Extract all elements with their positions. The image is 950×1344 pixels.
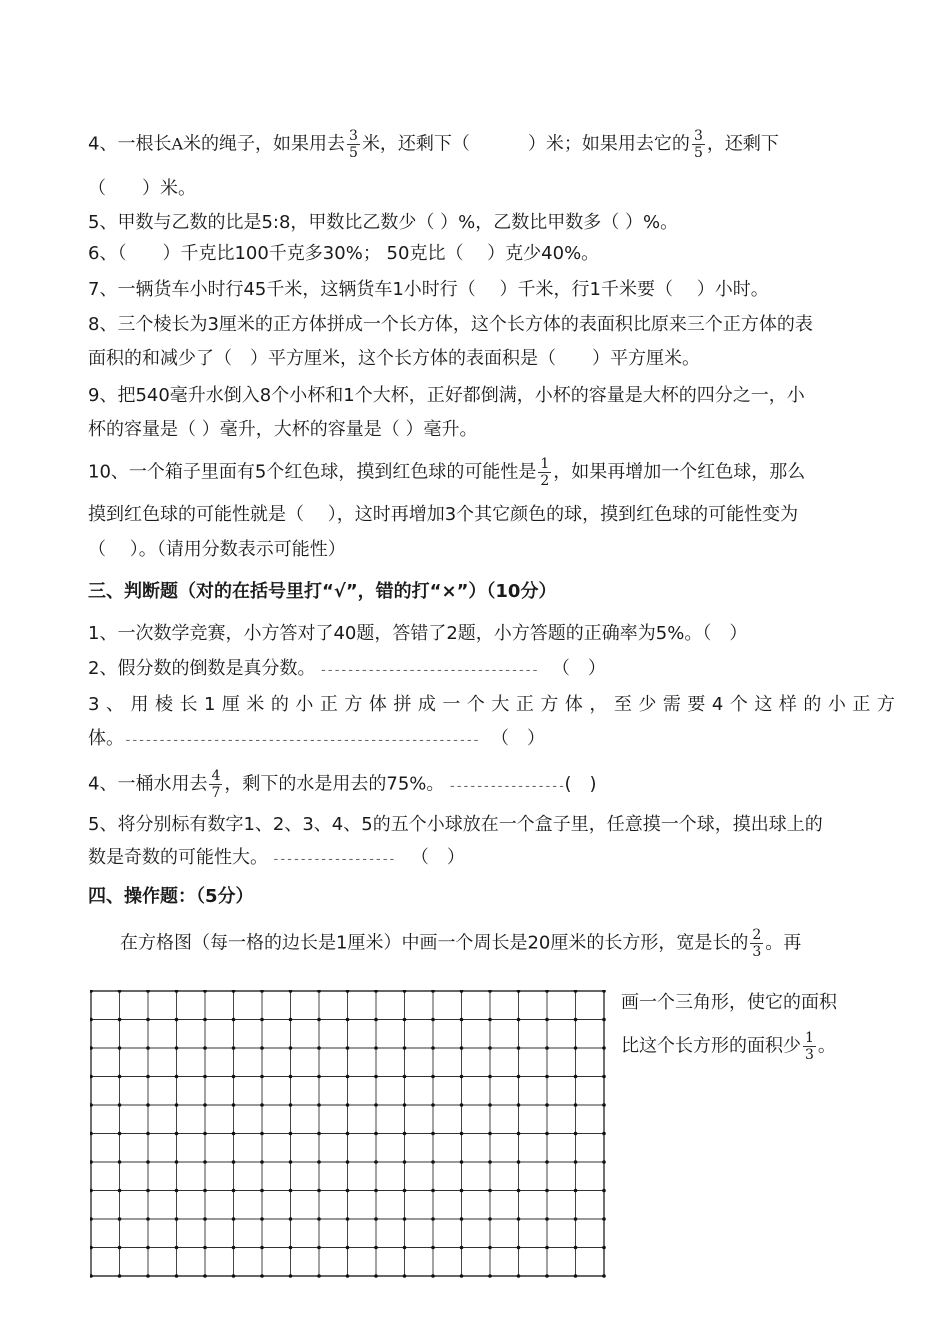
grid-dot: [517, 1132, 521, 1136]
grid-dot: [403, 1217, 407, 1221]
grid-dot: [90, 1103, 93, 1107]
instruction-text: 。: [817, 1035, 836, 1057]
grid-dot: [232, 1103, 236, 1107]
fraction: [538, 456, 551, 489]
grid-dot: [602, 1246, 606, 1250]
grid-dot: [118, 1274, 122, 1278]
grid-dot: [346, 1075, 350, 1079]
grid-dot: [431, 990, 435, 993]
grid-dot: [317, 1132, 321, 1136]
grid-dot: [146, 1018, 150, 1022]
grid-dot: [545, 1103, 549, 1107]
grid-dot: [431, 1046, 435, 1050]
grid-dot: [346, 1217, 350, 1221]
grid-dot: [517, 1160, 521, 1164]
grid-dot: [232, 1075, 236, 1079]
question-number: 6、: [88, 243, 118, 264]
grid-dot: [146, 1217, 150, 1221]
question-number: 5、: [88, 212, 118, 233]
grid-dot: [289, 1075, 293, 1079]
question-number: 7、: [88, 279, 118, 300]
grid-dot: [346, 1103, 350, 1107]
grid-dot: [118, 1189, 122, 1193]
square-grid[interactable]: [90, 990, 606, 1278]
grid-dot: [146, 1274, 150, 1278]
grid-dot: [374, 1018, 378, 1022]
judge-q4: [88, 768, 597, 801]
grid-dot: [146, 1246, 150, 1250]
grid-dot: [203, 1217, 207, 1221]
grid-dot: [118, 990, 122, 993]
grid-dot: [289, 1246, 293, 1250]
judge-q2: [88, 657, 606, 683]
grid-dot: [203, 1075, 207, 1079]
answer-blank[interactable]: （ ）: [491, 728, 545, 749]
grid-dot: [260, 1103, 264, 1107]
grid-dot: [317, 1217, 321, 1221]
grid-dot: [403, 1075, 407, 1079]
operate-instruction: [120, 927, 801, 960]
grid-dot: [574, 1246, 578, 1250]
numerator: 1: [540, 456, 550, 472]
grid-dot: [203, 1018, 207, 1022]
grid-dot: [602, 1189, 606, 1193]
grid-dot: [460, 1246, 464, 1250]
question-text: 一辆货车小时行45千米，这辆货车1小时行（ ）千米，行1千米要（ ）小时。: [117, 279, 769, 300]
grid-dot: [260, 1246, 264, 1250]
judge-q5-line1: 5、将分别标有数字1、2、3、4、5的五个小球放在一个盒子里，任意摸一个球，摸出球上的: [88, 814, 823, 835]
grid-dot: [346, 1274, 350, 1278]
denominator: 5: [349, 145, 358, 161]
grid-dot: [346, 1132, 350, 1136]
grid-dot: [545, 1189, 549, 1193]
question-text: 三个棱长为3厘米的正方体拼成一个长方体，这个长方体的表面积比原来三个正方体的表: [117, 314, 813, 335]
grid-dot: [175, 1132, 179, 1136]
grid-dot: [118, 1075, 122, 1079]
grid-dot: [260, 1274, 264, 1278]
grid-dot: [460, 1046, 464, 1050]
grid-dot: [374, 990, 378, 993]
grid-dot: [317, 990, 321, 993]
dotted-leader: ------------------: [272, 852, 395, 867]
fill-q10-line1: [88, 456, 805, 489]
grid-dot: [374, 1274, 378, 1278]
grid-dot: [317, 1075, 321, 1079]
text: 一个箱子里面有5个红色球，摸到红色球的可能性是: [128, 461, 537, 483]
grid-dot: [289, 1160, 293, 1164]
grid-dot: [488, 1246, 492, 1250]
operate-side-line1: 画一个三角形，使它的面积: [621, 992, 837, 1013]
text: 米，还剩下（: [361, 133, 470, 155]
grid-dot: [403, 1246, 407, 1250]
grid-dot: [517, 1103, 521, 1107]
grid-dot: [203, 1274, 207, 1278]
grid-dot: [431, 1103, 435, 1107]
grid-dot: [602, 1103, 606, 1107]
grid-dot: [260, 1217, 264, 1221]
grid-dot: [574, 1274, 578, 1278]
text: 一根长: [117, 133, 172, 155]
grid-dot: [90, 1189, 93, 1193]
section-judge-heading: 三、判断题（对的在括号里打“√”，错的打“×”）（10分）: [88, 581, 557, 602]
grid-dot: [289, 1217, 293, 1221]
grid-dot: [146, 1132, 150, 1136]
grid-dot: [460, 990, 464, 993]
grid-dot: [146, 1189, 150, 1193]
grid-dot: [203, 1103, 207, 1107]
grid-dot: [175, 1103, 179, 1107]
grid-dot: [374, 1075, 378, 1079]
text: ，还剩下: [706, 133, 779, 155]
grid-dot: [403, 990, 407, 993]
answer-blank[interactable]: ( ): [564, 773, 597, 795]
grid-dot: [232, 1189, 236, 1193]
question-text: 把540毫升水倒入8个小杯和1个大杯，正好都倒满，小杯的容量是大杯的四分之一，小: [117, 385, 805, 406]
text: 米的绳子，如果用去: [183, 133, 346, 155]
grid-dot: [517, 1189, 521, 1193]
grid-dot: [289, 1274, 293, 1278]
question-text: 甲数与乙数的比是5:8，甲数比乙数少（ ）%，乙数比甲数多（ ）%。: [117, 212, 679, 233]
grid-dot: [545, 1046, 549, 1050]
grid-dot: [602, 1274, 606, 1278]
operate-side-line2: [621, 1030, 836, 1063]
grid-dot: [317, 1018, 321, 1022]
grid-dot: [545, 1274, 549, 1278]
text: ）米；如果用去它的: [527, 133, 690, 155]
fill-q10-line2: 摸到红色球的可能性就是（ ），这时再增加3个其它颜色的球，摸到红色球的可能性变为: [88, 504, 799, 525]
grid-dot: [460, 1189, 464, 1193]
grid-dot: [545, 1160, 549, 1164]
fill-q9-line1: [88, 384, 805, 408]
text: ，如果再增加一个红色球，那么: [553, 461, 806, 483]
grid-dot: [317, 1046, 321, 1050]
grid-dot: [403, 1160, 407, 1164]
judge-q1: 1、一次数学竞赛，小方答对了40题，答错了2题，小方答题的正确率为5%。（ ）: [88, 623, 748, 644]
grid-dot: [232, 1274, 236, 1278]
grid-dot: [460, 1103, 464, 1107]
grid-dot: [203, 1246, 207, 1250]
grid-dot: [431, 1246, 435, 1250]
grid-dot: [488, 1274, 492, 1278]
grid-dot: [146, 1103, 150, 1107]
question-text: 4、一桶水用去: [88, 773, 208, 795]
grid-dot: [488, 1189, 492, 1193]
fraction: [692, 128, 705, 161]
grid-dot: [317, 1103, 321, 1107]
grid-dot: [488, 1046, 492, 1050]
grid-dot: [602, 1018, 606, 1022]
grid-dot: [118, 1246, 122, 1250]
grid-dot: [346, 990, 350, 993]
grid-dot: [374, 1189, 378, 1193]
question-text: （ ）千克比100千克多30%； 50克比（ ）克少40%。: [117, 243, 600, 264]
grid-dot: [203, 1189, 207, 1193]
grid-dot: [460, 1075, 464, 1079]
grid-dot: [488, 1075, 492, 1079]
denominator: 2: [540, 473, 550, 489]
grid-dot: [488, 1103, 492, 1107]
grid-dot: [118, 1160, 122, 1164]
grid-dot: [175, 1246, 179, 1250]
grid-dot: [232, 990, 236, 993]
grid-dot: [317, 1246, 321, 1250]
grid-dot: [90, 1246, 93, 1250]
grid-dot: [260, 1160, 264, 1164]
grid-dot: [346, 1246, 350, 1250]
denominator: 3: [805, 1047, 814, 1063]
question-text: ，剩下的水是用去的75%。: [224, 773, 445, 795]
grid-dot: [289, 1103, 293, 1107]
denominator: 5: [693, 145, 703, 161]
grid-dot: [460, 1217, 464, 1221]
grid-dot: [203, 1160, 207, 1164]
grid-dot: [260, 1132, 264, 1136]
fill-q8-line2: 面积的和减少了（ ）平方厘米，这个长方体的表面积是（ ）平方厘米。: [88, 348, 700, 369]
grid-dot: [118, 1132, 122, 1136]
grid-dot: [517, 1217, 521, 1221]
dotted-leader: ----------------------------------------------------: [124, 733, 479, 748]
instruction-text: 比这个长方形的面积少: [621, 1035, 801, 1057]
grid-dot: [175, 1274, 179, 1278]
grid-dot: [374, 1246, 378, 1250]
grid-dot: [545, 1217, 549, 1221]
numerator: 4: [211, 768, 221, 784]
grid-dot: [90, 1046, 93, 1050]
grid-dot: [118, 1217, 122, 1221]
grid-dot: [431, 1274, 435, 1278]
grid-dot: [431, 1189, 435, 1193]
judge-q5-line2: [88, 846, 465, 872]
grid-dot: [232, 1246, 236, 1250]
grid-dot: [146, 990, 150, 993]
grid-dot: [460, 1018, 464, 1022]
grid-dot: [289, 1132, 293, 1136]
question-number: 4、: [88, 133, 118, 155]
grid-dot: [146, 1046, 150, 1050]
numerator: 3: [693, 128, 703, 144]
grid-dot: [203, 1046, 207, 1050]
grid-dot: [602, 1217, 606, 1221]
fill-q6: [88, 242, 599, 266]
question-text: 体。: [88, 728, 124, 749]
grid-dot: [403, 1132, 407, 1136]
grid-dot: [488, 1217, 492, 1221]
grid-dot: [574, 1217, 578, 1221]
grid-dot: [317, 1189, 321, 1193]
grid-dot: [431, 1075, 435, 1079]
answer-blank[interactable]: （ ）: [551, 658, 606, 679]
fraction: [750, 927, 763, 960]
numerator: 3: [349, 128, 358, 144]
grid-dot: [232, 1132, 236, 1136]
grid-dot: [602, 1132, 606, 1136]
grid-dot: [203, 990, 207, 993]
grid-dot: [460, 1160, 464, 1164]
grid-dot: [260, 1018, 264, 1022]
grid-dot: [545, 990, 549, 993]
grid-dot: [488, 1018, 492, 1022]
fill-q4-line2: （ ）米。: [88, 178, 196, 199]
grid-dot: [203, 1132, 207, 1136]
grid-dot: [545, 1018, 549, 1022]
grid-dot: [488, 1160, 492, 1164]
grid-dot: [374, 1217, 378, 1221]
grid-dot: [403, 1103, 407, 1107]
judge-q3-line1: 3、用棱长1厘米的小正方体拼成一个大正方体，至少需要4个这样的小正方: [88, 694, 902, 715]
grid-dot: [118, 1103, 122, 1107]
grid-dot: [403, 1018, 407, 1022]
grid-dot: [90, 1132, 93, 1136]
grid-dot: [574, 1103, 578, 1107]
grid-dot: [289, 1046, 293, 1050]
grid-dot: [317, 1160, 321, 1164]
fraction: [209, 768, 222, 801]
fraction: [803, 1030, 816, 1063]
grid-dot: [260, 990, 264, 993]
grid-dot: [403, 1189, 407, 1193]
grid-dot: [488, 1132, 492, 1136]
grid-dot: [289, 1018, 293, 1022]
grid-dot: [488, 990, 492, 993]
grid-dot: [175, 1189, 179, 1193]
grid-dot: [545, 1075, 549, 1079]
instruction-text: 。再: [765, 932, 802, 954]
section-operate-heading: 四、操作题：（5分）: [88, 886, 254, 907]
grid-dot: [602, 1160, 606, 1164]
grid-dot: [517, 1274, 521, 1278]
grid-dot: [346, 1046, 350, 1050]
judge-q3-line2: [88, 727, 545, 753]
grid-dot: [346, 1189, 350, 1193]
grid-dot: [574, 1018, 578, 1022]
dotted-leader: -----------------: [448, 778, 565, 794]
grid-dot: [403, 1274, 407, 1278]
grid-dot: [374, 1160, 378, 1164]
grid-dot: [175, 1160, 179, 1164]
dotted-leader: --------------------------------: [319, 663, 538, 678]
grid-dot: [146, 1075, 150, 1079]
grid-dot: [346, 1018, 350, 1022]
grid-dot: [175, 1046, 179, 1050]
grid-dot: [545, 1246, 549, 1250]
fill-q10-line3: （ ）。（请用分数表示可能性）: [88, 539, 346, 560]
grid-dot: [260, 1189, 264, 1193]
question-number: 10、: [88, 461, 129, 483]
denominator: 7: [211, 785, 221, 801]
grid-dot: [374, 1103, 378, 1107]
grid-dot: [90, 1075, 93, 1079]
grid-dot: [90, 990, 93, 993]
grid-dot: [232, 1046, 236, 1050]
question-text: 数是奇数的可能性大。: [88, 847, 268, 868]
numerator: 1: [805, 1030, 814, 1046]
question-number: 9、: [88, 385, 118, 406]
numerator: 2: [752, 927, 762, 943]
grid-dot: [260, 1046, 264, 1050]
grid-dot: [90, 1160, 93, 1164]
grid-dot: [374, 1132, 378, 1136]
grid-dot: [545, 1132, 549, 1136]
grid-dot: [346, 1160, 350, 1164]
grid-dot: [289, 990, 293, 993]
grid-dot: [146, 1160, 150, 1164]
grid-dot: [118, 1046, 122, 1050]
grid-dot: [175, 1018, 179, 1022]
fill-q4-line1: [88, 128, 779, 161]
text: A: [171, 134, 184, 154]
grid-dot: [460, 1274, 464, 1278]
grid-dot: [374, 1046, 378, 1050]
grid-dot: [602, 1046, 606, 1050]
fraction: [347, 128, 360, 161]
fill-q9-line2: 杯的容量是（ ）毫升，大杯的容量是（ ）毫升。: [88, 419, 478, 440]
grid-dot: [574, 1046, 578, 1050]
grid-dot: [175, 1217, 179, 1221]
grid-dot: [260, 1075, 264, 1079]
fill-q8-line1: [88, 313, 813, 337]
grid-dot: [175, 990, 179, 993]
denominator: 3: [752, 944, 762, 960]
answer-blank[interactable]: （ ）: [410, 847, 465, 868]
grid-dot: [574, 1189, 578, 1193]
grid-dot: [602, 1075, 606, 1079]
grid-dot: [517, 1046, 521, 1050]
instruction-text: 在方格图（每一格的边长是1厘米）中画一个周长是20厘米的长方形，宽是长的: [120, 932, 749, 954]
grid-dot: [431, 1132, 435, 1136]
grid-dot: [289, 1189, 293, 1193]
grid-dot: [90, 1018, 93, 1022]
grid-dot: [90, 1274, 93, 1278]
grid-dot: [232, 1217, 236, 1221]
grid-dot: [574, 1160, 578, 1164]
grid-dot: [574, 1132, 578, 1136]
grid-dot: [517, 1075, 521, 1079]
grid-dot: [403, 1046, 407, 1050]
grid-dot: [431, 1160, 435, 1164]
grid-dot: [517, 1246, 521, 1250]
grid-dot: [431, 1018, 435, 1022]
grid-dot: [317, 1274, 321, 1278]
grid-dot: [574, 1075, 578, 1079]
fill-q5: [88, 211, 678, 235]
fill-q7: [88, 278, 769, 302]
grid-dot: [460, 1132, 464, 1136]
grid-dot: [118, 1018, 122, 1022]
grid-dot: [175, 1075, 179, 1079]
grid-dot: [602, 990, 606, 993]
grid-dot: [517, 1018, 521, 1022]
grid-dot: [232, 1160, 236, 1164]
grid-dot: [574, 990, 578, 993]
question-number: 8、: [88, 314, 118, 335]
grid-dot: [232, 1018, 236, 1022]
question-text: 2、假分数的倒数是真分数。: [88, 658, 316, 679]
grid-dot: [517, 990, 521, 993]
grid-dot: [431, 1217, 435, 1221]
grid-dot: [90, 1217, 93, 1221]
